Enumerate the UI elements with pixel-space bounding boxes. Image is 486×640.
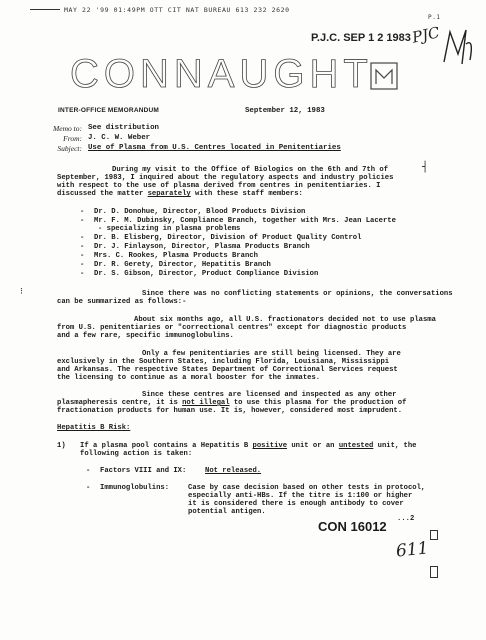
staff-item: Dr. J. Finlayson, Director, Plasma Products Branch	[94, 243, 310, 251]
para1-line1: During my visit to the Office of Biologics on the 6th and 7th of	[112, 166, 389, 174]
staff-dash: -	[80, 217, 85, 225]
margin-tick: ┤	[422, 162, 429, 173]
subject-label: Subject:	[57, 144, 82, 153]
staff-item: Mr. F. M. Dubinsky, Compliance Branch, together with Mrs. Jean Lacerte	[94, 217, 396, 225]
immuno-bullet: -	[86, 484, 91, 492]
immuno-line3: it is considered there is enough antibody to cover	[188, 500, 404, 508]
para1-line2: September, 1983, I inquired about the regulatory aspects and industry policies	[57, 174, 394, 182]
section-heading-hepatitis: Hepatitis B Risk:	[57, 424, 131, 432]
point1-number: 1)	[57, 442, 66, 450]
received-stamp: P.J.C. SEP 1 2 1983	[311, 32, 411, 44]
para5-line1: Since these centres are licensed and inspected as any other	[142, 391, 397, 399]
para3-line3: and a few rare, specific immunoglobulins.	[57, 332, 234, 340]
memo-to-label: Memo to:	[53, 124, 82, 133]
para4-line4: the licensing to continue as a moral booster for the inmates.	[57, 374, 321, 382]
underline-untested: untested	[338, 442, 374, 450]
para1-line4: discussed the matter separately with these staff members:	[57, 190, 303, 198]
fax-page-number: P.1	[428, 14, 441, 21]
company-logo: CONNAUGHT	[70, 52, 373, 96]
staff-dash: -	[80, 270, 85, 278]
staff-dash: -	[80, 234, 85, 242]
memo-type: INTER-OFFICE MEMORANDUM	[58, 107, 160, 114]
fax-rule	[30, 9, 60, 10]
para2-line2: can be summarized as follows:-	[57, 298, 187, 306]
staff-item-note: - specializing in plasma problems	[98, 225, 241, 233]
staff-dash: -	[80, 252, 85, 260]
para2-line1: Since there was no conflicting statements or opinions, the conversations	[142, 290, 453, 298]
factors-value: Not released.	[205, 467, 262, 475]
immuno-line1: Case by case decision based on other tests in protocol,	[188, 484, 426, 492]
factors-bullet: -	[86, 467, 91, 475]
initials-scrawl	[440, 24, 478, 68]
staff-item: Dr. R. Gerety, Director, Hepatitis Branch	[94, 261, 271, 269]
para5-line3: fractionation products for human use. It is, however, considered most imprudent.	[57, 407, 403, 415]
para3-line2: from U.S. penitentiaries or "correctional centres" except for diagnostic products	[57, 324, 407, 332]
para4-line1: Only a few penitentiaries are still being licensed. They are	[142, 350, 401, 358]
from-value: J. C. W. Weber	[88, 134, 151, 142]
underline-not-illegal: not illegal	[182, 399, 230, 407]
filing-mark	[430, 530, 438, 540]
filing-mark	[430, 566, 438, 578]
memo-date: September 12, 1983	[245, 107, 325, 115]
immuno-line2: especially anti-HBs. If the titre is 1:100 or higher	[188, 492, 413, 500]
para3-line1: About six months ago, all U.S. fractionators decided not to use plasma	[134, 316, 436, 324]
staff-item: Dr. D. Donohue, Director, Blood Products Division	[94, 208, 306, 216]
fax-header: MAY 22 '99 01:49PM OTT CIT NAT BUREAU 613 232 2620	[64, 6, 290, 14]
immuno-label: Immunoglobulins:	[100, 484, 170, 492]
margin-mark: ⁝	[20, 287, 23, 297]
para4-line3: and Arkansas. The respective States Department of Correctional Services request	[57, 366, 398, 374]
staff-item: Dr. S. Gibson, Director, Product Compliance Division	[94, 270, 319, 278]
underline-positive: positive	[252, 442, 288, 450]
staff-dash: -	[80, 243, 85, 251]
factors-label: Factors VIII and IX:	[100, 467, 187, 475]
para1-line3: with respect to the use of plasma derived from centres in penitentiaries. I	[57, 182, 381, 190]
handwritten-initials: PJC	[410, 23, 442, 47]
document-number: CON 16012	[318, 519, 387, 534]
staff-dash: -	[80, 261, 85, 269]
from-label: From:	[63, 134, 82, 143]
underline-separately: separately	[147, 190, 191, 198]
continuation-marker: ...2	[397, 515, 415, 523]
para5-line2: plasmapheresis centre, it is not illegal to use this plasma for the production of	[57, 399, 407, 407]
immuno-line4: potential antigen.	[188, 508, 266, 516]
logo-emblem	[368, 60, 402, 94]
staff-item: Mrs. C. Rookes, Plasma Products Branch	[94, 252, 258, 260]
subject-value: Use of Plasma from U.S. Centres located in Penitentiaries	[88, 144, 341, 152]
point1-line2: following action is taken:	[80, 450, 193, 458]
handwritten-page-number: 611	[395, 538, 430, 562]
memo-to-value: See distribution	[88, 124, 159, 132]
para4-line2: exclusively in the Southern States, including Florida, Louisiana, Mississippi	[57, 358, 390, 366]
staff-dash: -	[80, 208, 85, 216]
staff-item: Dr. B. Elisberg, Director, Division of Product Quality Control	[94, 234, 362, 242]
point1-line1: If a plasma pool contains a Hepatitis B positive unit or an untested unit, the	[80, 442, 417, 450]
